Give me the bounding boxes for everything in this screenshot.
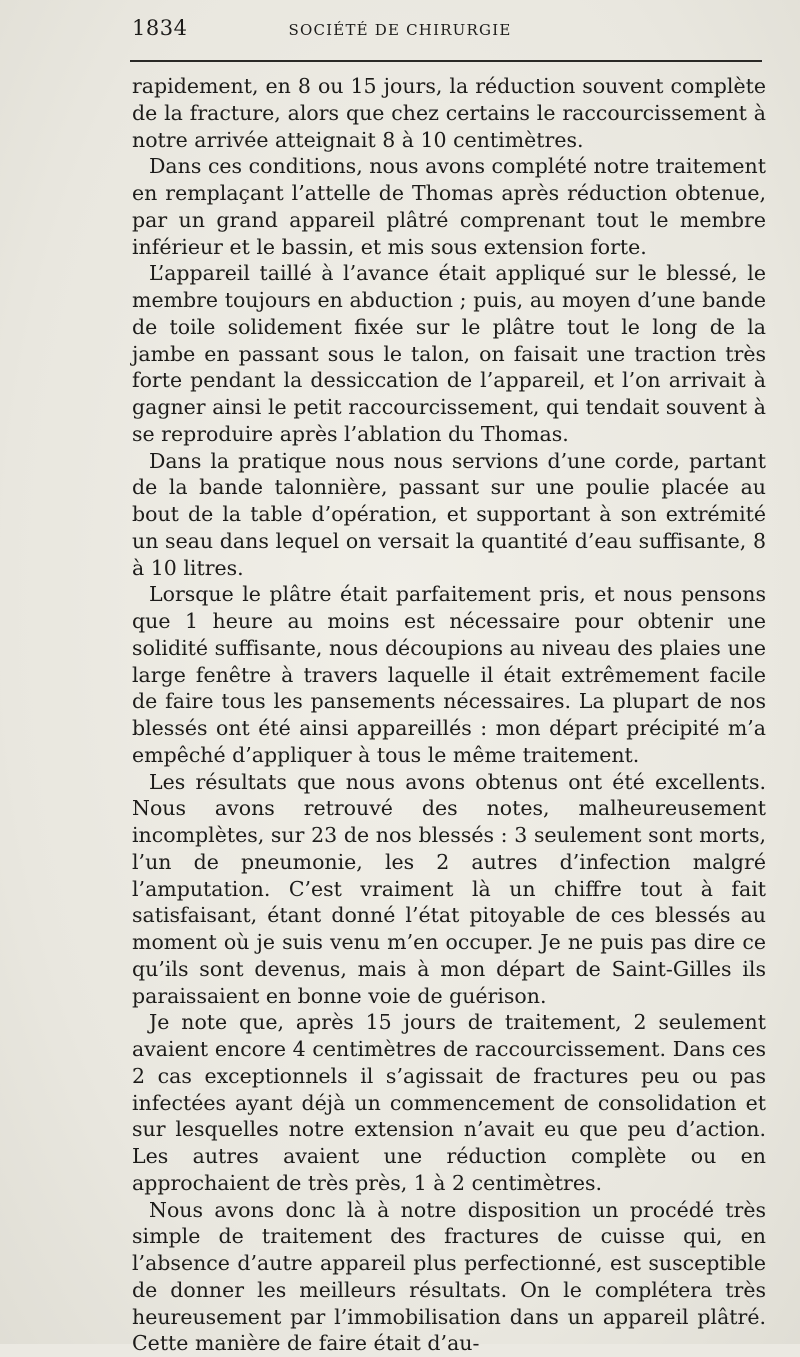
paragraph: Je note que, après 15 jours de traitement, 2 seulement avaient encore 4 centimètres de raccourcissement. Dans ces 2 cas exceptionnels il s’agissait de fractures peu ou pas infectées ayant déjà un commencement de consolidation et sur lesquelles notre extension n’avait eu que peu d’action. Les autres avaient une réduction complète ou en approchaient de très près, 1 à 2 centimètres. bbox=[132, 1009, 766, 1196]
body-text bbox=[132, 73, 766, 1357]
paragraph-continued: rapidement, en 8 ou 15 jours, la réduction souvent complète de la fracture, alors que chez certains le raccourcissement à notre arrivée atteignait 8 à 10 centimètres. bbox=[132, 73, 766, 153]
paragraph: Nous avons donc là à notre disposition un procédé très simple de traitement des fractures de cuisse qui, en l’absence d’autre appareil plus perfectionné, est susceptible de donner les meilleurs résultats. On le complétera très heureusement par l’immobilisation dans un appareil plâtré. Cette manière de faire était d’au- bbox=[132, 1197, 766, 1357]
paragraph: Lorsque le plâtre était parfaitement pris, et nous pensons que 1 heure au moins est nécessaire pour obtenir une solidité suffisante, nous découpions au niveau des plaies une large fenêtre à travers laquelle il était extrêmement facile de faire tous les pansements nécessaires. La plupart de nos blessés ont été ainsi appareillés : mon départ précipité m’a empêché d’appliquer à tous le même traitement. bbox=[132, 581, 766, 768]
paragraph: Dans la pratique nous nous servions d’une corde, partant de la bande talonnière, passant sur une poulie placée au bout de la table d’opération, et supportant à son extrémité un seau dans lequel on versait la quantité d’eau suffisante, 8 à 10 litres. bbox=[132, 448, 766, 582]
paragraph: L’appareil taillé à l’avance était appliqué sur le blessé, le membre toujours en abduction ; puis, au moyen d’une bande de toile solidement fixée sur le plâtre tout le long de la jambe en passant sous le talon, on faisait une traction très forte pendant la dessiccation de l’appareil, et l’on arrivait à gagner ainsi le petit raccourcissement, qui tendait souvent à se reproduire après l’ablation du Thomas. bbox=[132, 260, 766, 447]
header-rule bbox=[130, 60, 762, 62]
page-number: 1834 bbox=[132, 16, 187, 40]
running-head: SOCIÉTÉ DE CHIRURGIE bbox=[0, 21, 800, 39]
paragraph: Dans ces conditions, nous avons complété notre traitement en remplaçant l’attelle de Thomas après réduction obtenue, par un grand appareil plâtré comprenant tout le membre inférieur et le bassin, et mis sous extension forte. bbox=[132, 153, 766, 260]
paragraph: Les résultats que nous avons obtenus ont été excellents. Nous avons retrouvé des notes, malheureusement incomplètes, sur 23 de nos blessés : 3 seulement sont morts, l’un de pneumonie, les 2 autres d’infection malgré l’amputation. C’est vraiment là un chiffre tout à fait satisfaisant, étant donné l’état pitoyable de ces blessés au moment où je suis venu m’en occuper. Je ne puis pas dire ce qu’ils sont devenus, mais à mon départ de Saint-Gilles ils paraissaient en bonne voie de guérison. bbox=[132, 769, 766, 1010]
